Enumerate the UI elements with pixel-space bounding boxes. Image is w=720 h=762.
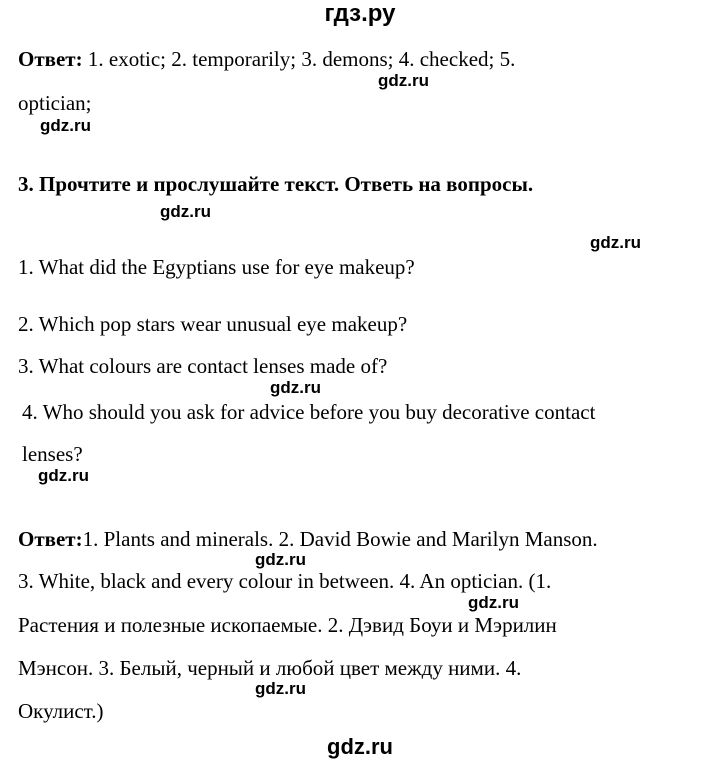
answer-label: Ответ: <box>18 47 83 71</box>
question-2: 2. Which pop stars wear unusual eye makeup? <box>18 312 408 336</box>
answer-text: 1. Plants and minerals. 2. David Bowie and Marilyn Manson. <box>82 527 598 551</box>
answer-text: 1. exotic; 2. temporarily; 3. demons; 4. checked; 5. <box>82 47 516 71</box>
question-4-cont: lenses? <box>22 442 83 466</box>
watermark: gdz.ru <box>270 378 321 397</box>
watermark: gdz.ru <box>38 466 89 485</box>
question-1: 1. What did the Egyptians use for eye makeup? <box>18 255 415 279</box>
site-header: гдз.ру <box>324 0 396 27</box>
answer-2-line-2: 3. White, black and every colour in between. 4. An optician. (1. <box>18 569 552 593</box>
answer-2-line-5: Окулист.) <box>18 699 104 723</box>
watermark: gdz.ru <box>160 202 211 221</box>
watermark: gdz.ru <box>468 593 519 612</box>
answer-2-line-3: Растения и полезные ископаемые. 2. Дэвид Боуи и Мэрилин <box>18 613 557 637</box>
watermark: gdz.ru <box>378 71 429 90</box>
answer-1-line-2: optician; <box>18 91 92 115</box>
watermark: gdz.ru <box>590 233 641 252</box>
answer-2-line-4: Мэнсон. 3. Белый, черный и любой цвет между ними. 4. <box>18 656 522 680</box>
watermark: gdz.ru <box>40 116 91 135</box>
question-3: 3. What colours are contact lenses made of? <box>18 354 388 378</box>
task-title: 3. Прочтите и прослушайте текст. Ответь на вопросы. <box>18 172 534 196</box>
site-footer: gdz.ru <box>327 734 393 759</box>
watermark: gdz.ru <box>255 550 306 569</box>
question-4: 4. Who should you ask for advice before you buy decorative contact <box>22 400 596 424</box>
answer-label: Ответ: <box>18 527 83 551</box>
answer-1-line-1 <box>18 48 515 70</box>
watermark: gdz.ru <box>255 679 306 698</box>
answer-2-line-1 <box>18 528 598 550</box>
